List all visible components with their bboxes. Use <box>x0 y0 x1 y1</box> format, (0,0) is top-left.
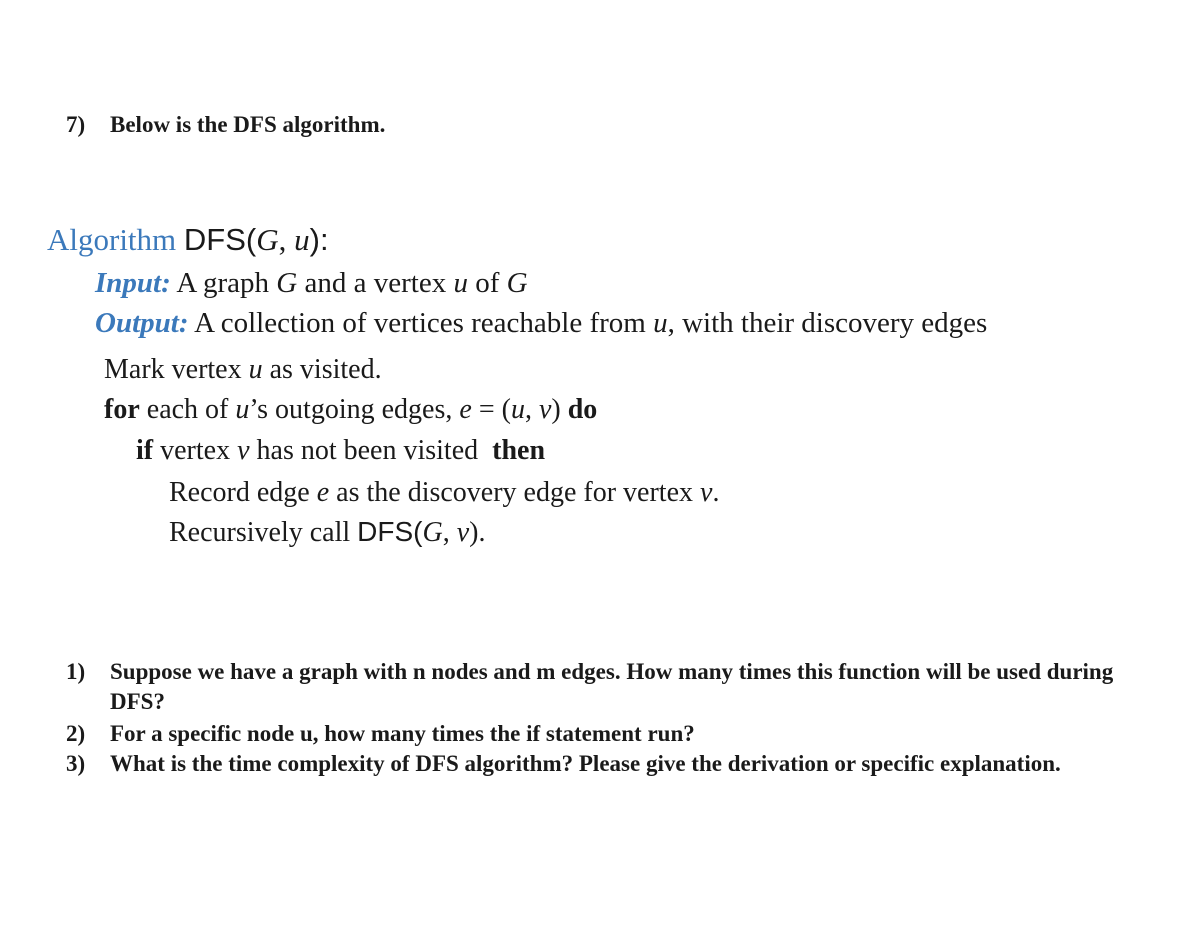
line-text: Recursively call <box>169 517 358 548</box>
output-text: , with their discovery edges <box>667 307 988 339</box>
algo-line-record <box>169 475 719 511</box>
input-label: Input: <box>95 267 171 299</box>
param-g: G <box>256 222 279 257</box>
if-keyword: if <box>136 435 154 466</box>
signature-comma: , <box>278 222 295 257</box>
var-u: u <box>510 394 525 425</box>
subquestion-number: 3) <box>66 751 86 776</box>
algorithm-input <box>95 265 528 301</box>
var-e: e <box>459 394 472 425</box>
var-v: v <box>700 477 713 508</box>
question-number: 7) <box>66 112 86 137</box>
signature-open: ( <box>245 222 257 257</box>
line-text: Record edge <box>169 477 317 508</box>
line-text: as the discovery edge for vertex <box>329 477 701 508</box>
input-var-g: G <box>276 267 298 299</box>
algorithm-name: DFS <box>183 222 246 257</box>
input-text: A graph <box>170 267 277 299</box>
algo-line-for <box>104 392 597 428</box>
line-text: , <box>442 517 457 548</box>
algo-line-recursive-call <box>169 514 485 551</box>
subquestion-number: 1) <box>66 659 86 684</box>
var-v: v <box>237 435 250 466</box>
line-text: ’s outgoing edges, <box>249 394 460 425</box>
var-g: G <box>422 517 443 548</box>
input-var-g: G <box>506 267 528 299</box>
output-text: A collection of vertices reachable from <box>188 307 654 339</box>
signature-close: ): <box>309 222 329 257</box>
subquestion-2 <box>66 719 1136 749</box>
line-text: , <box>524 394 539 425</box>
algo-line-if <box>136 433 545 469</box>
line-text: as visited. <box>262 354 382 385</box>
var-e: e <box>316 477 330 508</box>
input-var-u: u <box>453 267 468 299</box>
line-text: has not been visited <box>249 435 493 466</box>
var-v: v <box>456 517 470 548</box>
var-v: v <box>538 394 552 425</box>
subquestion-text: Suppose we have a graph with n nodes and m edges. How many times this function will be used during DFS? <box>110 659 1114 714</box>
line-text: ) <box>551 394 568 425</box>
subquestion-number: 2) <box>66 721 86 746</box>
question-heading <box>66 110 385 140</box>
subquestion-3 <box>66 749 1136 779</box>
algorithm-title <box>47 220 329 260</box>
line-text: each of <box>139 394 236 425</box>
param-u: u <box>294 222 310 257</box>
question-text: Below is the DFS algorithm. <box>110 112 386 137</box>
line-text: Mark vertex <box>104 354 249 385</box>
then-keyword: then <box>492 435 546 466</box>
subquestion-1 <box>66 657 1136 717</box>
var-u: u <box>235 394 250 425</box>
line-text: . <box>712 477 720 508</box>
subquestion-text: For a specific node u, how many times the if statement run? <box>110 721 695 746</box>
line-text: vertex <box>153 435 238 466</box>
call-open: ( <box>413 516 423 547</box>
input-text: and a vertex <box>297 267 454 299</box>
algo-line-mark <box>104 352 382 388</box>
var-u: u <box>248 354 263 385</box>
algorithm-keyword: Algorithm <box>47 222 177 257</box>
output-var-u: u <box>653 307 668 339</box>
line-text: ). <box>469 517 486 548</box>
for-keyword: for <box>104 394 140 425</box>
call-name: DFS <box>357 516 414 547</box>
algorithm-output <box>95 305 987 341</box>
input-text: of <box>467 267 507 299</box>
output-label: Output: <box>95 307 189 339</box>
subquestion-text: What is the time complexity of DFS algorithm? Please give the derivation or specific explanation. <box>110 751 1061 776</box>
do-keyword: do <box>567 394 598 425</box>
line-text: = ( <box>471 394 511 425</box>
